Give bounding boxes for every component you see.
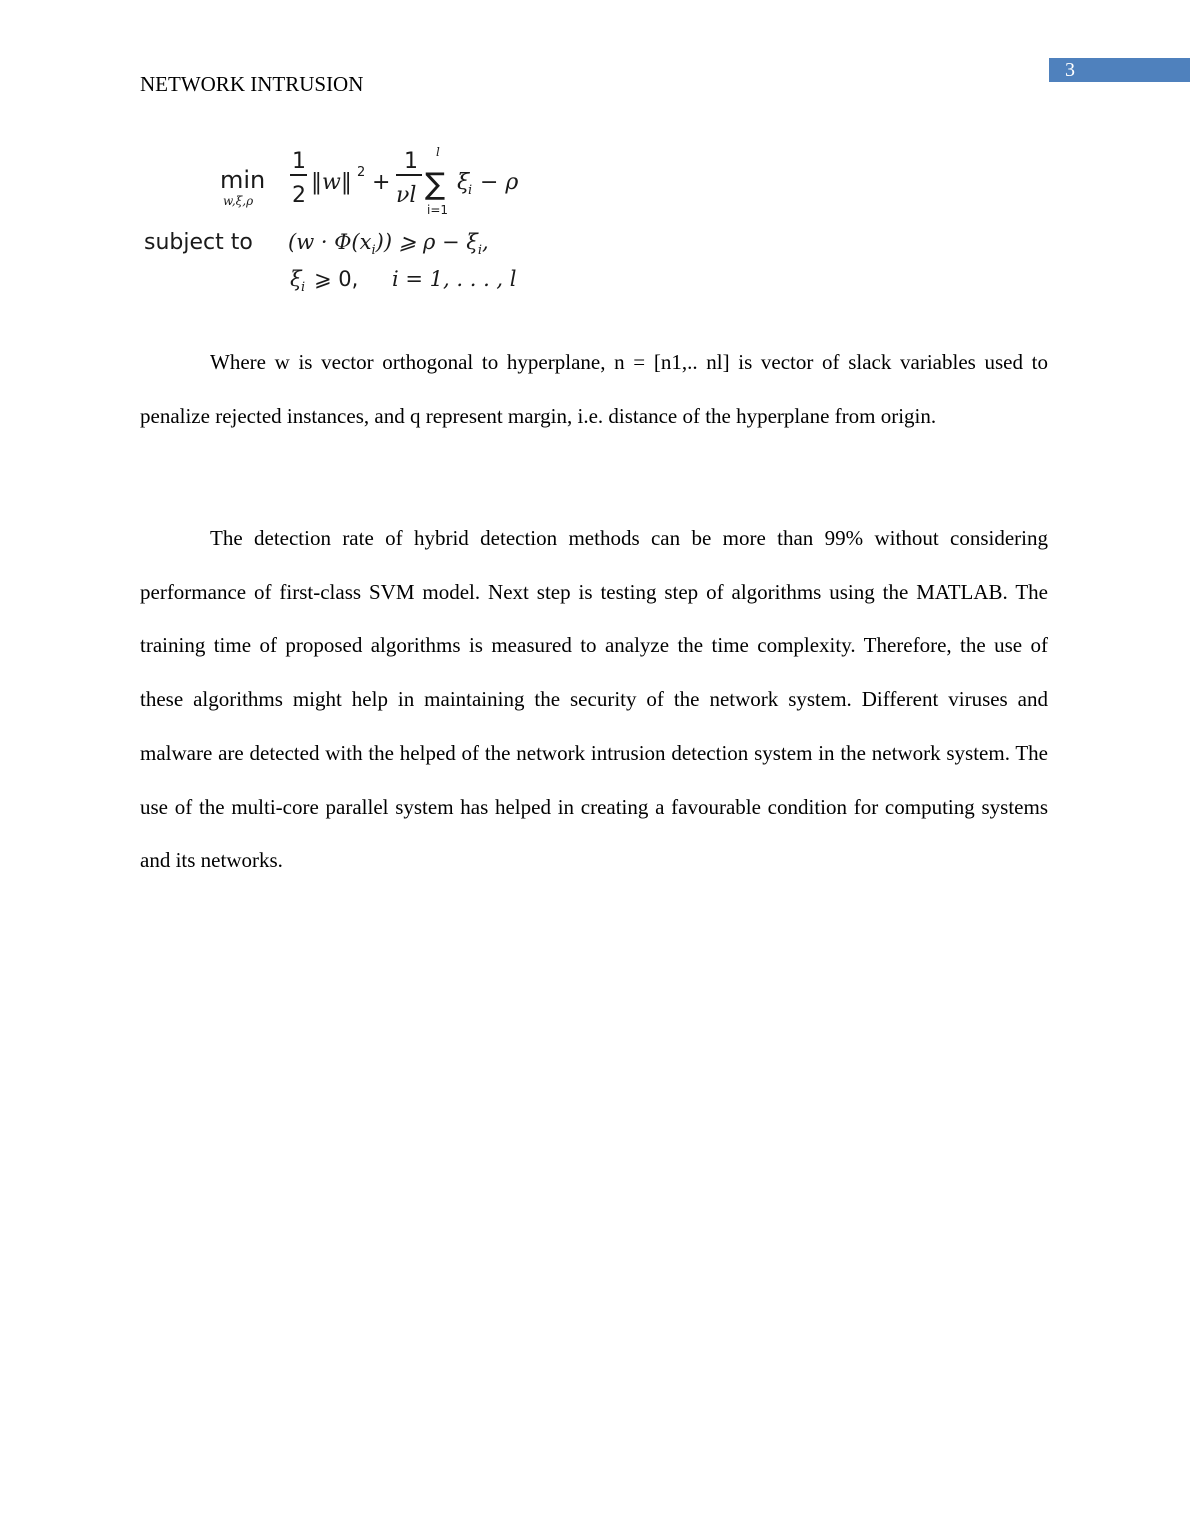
formula-sum-symbol: ∑ [425,167,446,202]
formula-sum-upper: l [436,145,440,159]
formula-sum-lower: i=1 [427,203,449,217]
paragraph-detection-rate: The detection rate of hybrid detection methods can be more than 99% without considering performance of first-class SVM model. Next step is testing step of algorithms using the MATLAB. The training time of proposed algorithms is measured to analyze the time complexity. Therefore, the use of these algorithms might help in maintaining the security of the network system. Different viruses and malware are detected with the helped of the network intrusion detection system in the network system. The use of the multi-core parallel system has helped in creating a favourable condition for computing systems and its networks. [140,526,1048,873]
formula-min-subscript: w,ξ,ρ [223,194,254,208]
running-head: NETWORK INTRUSION [140,72,364,96]
page-number-badge [1049,58,1190,82]
formula-fraction-1-denominator: 2 [292,183,306,208]
page-number: 3 [1065,59,1075,81]
formula-fraction-2-numerator: 1 [404,149,418,174]
formula-fraction-1-numerator: 1 [292,149,306,174]
formula-xi: ξ [457,170,470,195]
formula-constraint-2-index: i = 1, . . . , l [392,267,517,291]
formula-minus-rho: − ρ [480,170,519,195]
formula-constraint-1: $(w \cdot \Phi(x_i))$ ⩾ $\rho - \xi_i$, [288,230,489,258]
formula-exponent: 2 [357,165,366,180]
formula-norm-term: ‖w‖ [311,170,352,195]
formula-subject-to: subject to [144,230,253,255]
formula-plus: + [372,170,391,195]
formula-xi-subscript: i [468,183,473,198]
formula-fraction-2-denominator: νl [396,183,417,208]
formula-min: min [220,166,266,194]
formula-constraint-2-nonnegative: ⩾ 0, [314,267,359,291]
formula-constraint-2-xi: ξ [290,267,302,291]
svm-optimization-formula [140,138,540,303]
paragraph-formula-explanation: Where w is vector orthogonal to hyperplane, n = [n1,.. nl] is vector of slack variables used to penalize rejected instances, and q represent margin, i.e. distance of the hyperplane from origin. [140,350,1048,428]
formula-constraint-2-subscript: i [301,280,306,295]
